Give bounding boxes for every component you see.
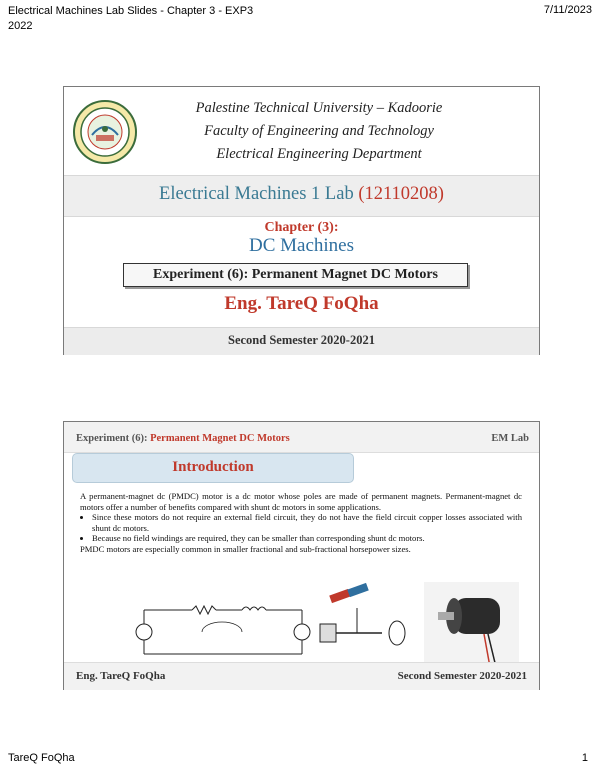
course-title [64,184,539,205]
experiment-title: Experiment (6): Permanent Magnet DC Motors [123,263,468,287]
pmdc-circuit-diagram [122,580,412,658]
university-logo-icon [72,99,138,165]
engineer-name: Eng. TareQ FoQha [224,293,379,314]
course-band [64,175,539,217]
slide-header-prefix: Experiment (6): [76,433,151,444]
semester-band [64,327,539,355]
intro-paragraph: A permanent-magnet dc (PMDC) motor is a dc motor whose poles are made of permanent magnets. Permanent-magnet dc motors offer a number of benefits compared with shunt dc motors in some applications. [80,491,522,512]
slide-footer [64,662,539,690]
page-header-date: 7/11/2023 [543,4,592,16]
semester-text: Second Semester 2020-2021 [228,333,375,347]
faculty-name: Faculty of Engineering and Technology [204,123,434,139]
pmdc-motor-photo [424,582,519,667]
course-name: Electrical Machines 1 Lab [159,184,354,204]
university-block [64,87,539,175]
slide-footer-semester: Second Semester 2020-2021 [397,670,527,682]
department-name: Electrical Engineering Department [216,146,422,162]
section-title-bar [72,453,354,483]
bullet-list [80,512,522,544]
slide-header-right: EM Lab [491,433,529,444]
course-code: (12110208) [358,184,444,204]
closing-paragraph: PMDC motors are especially common in smaller fractional and sub-fractional horsepower sizes. [80,543,411,554]
page-footer-author: TareQ FoQha [8,752,75,764]
chapter-label: Chapter (3): [264,220,339,235]
bullet-item: • Since these motors do not require an external field circuit, they do not have the field circuit copper losses associated with shunt dc motors. [92,512,522,533]
slide-header-experiment [76,433,290,444]
title-slide [63,86,540,355]
slide-footer-author: Eng. TareQ FoQha [76,670,166,682]
page-number: 1 [581,752,588,764]
body-text [80,491,522,554]
chapter-title: DC Machines [248,235,354,256]
introduction-slide [63,421,540,690]
slide-header [64,422,539,453]
slide-header-topic: Permanent Magnet DC Motors [150,433,290,444]
page-header-title: Electrical Machines Lab Slides - Chapter 3 - EXP3 2022 [8,5,254,32]
section-title: Introduction [172,459,254,475]
bullet-item: • Because no field windings are required, they can be smaller than corresponding shunt dc motors. [92,533,522,544]
university-name: Palestine Technical University – Kadoorie [195,100,443,116]
